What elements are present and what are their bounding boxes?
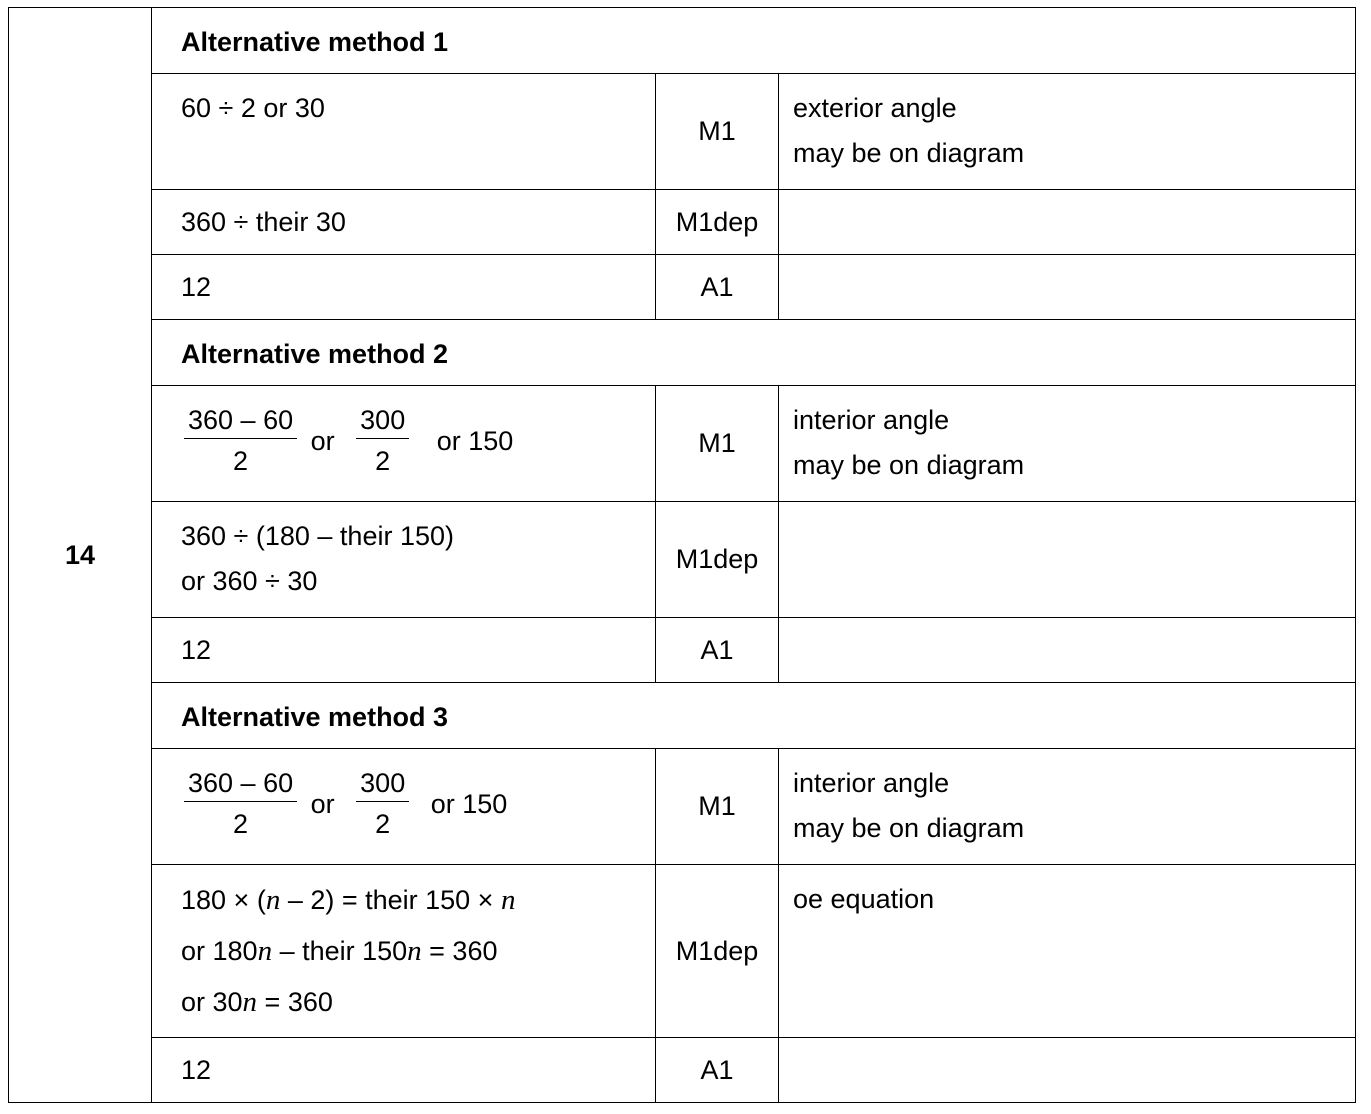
variable-n: n (500, 884, 516, 916)
eq-text: = 360 (421, 935, 498, 966)
comment-line: interior angle (793, 768, 950, 798)
comment-line: may be on diagram (793, 813, 1025, 844)
mark-cell: M1 (656, 386, 779, 502)
comment-cell (779, 1038, 1356, 1103)
answer-cell (152, 74, 656, 190)
method-heading: Alternative method 3 (152, 683, 1356, 749)
fraction-denominator: 2 (233, 809, 249, 840)
fraction-numerator: 360 – 60 (184, 404, 297, 439)
mark-cell: M1 (656, 749, 779, 865)
answer-cell (152, 749, 656, 865)
fraction-denominator: 2 (233, 446, 249, 477)
answer-cell (152, 386, 656, 502)
answer-cell (152, 865, 656, 1038)
fraction (356, 767, 409, 841)
method-heading: Alternative method 2 (152, 320, 1356, 386)
fraction-denominator: 2 (375, 446, 391, 477)
fraction (184, 767, 297, 841)
fraction (356, 404, 409, 478)
or-text: or (310, 788, 335, 819)
mark-cell: A1 (656, 255, 779, 320)
comment-cell (779, 865, 1356, 1038)
answer-cell (152, 255, 656, 320)
answer-line: 60 ÷ 2 or 30 (181, 93, 325, 123)
fraction-denominator: 2 (375, 809, 391, 840)
answer-line: 12 (181, 635, 212, 665)
variable-n: n (265, 884, 281, 916)
or-text: or (310, 425, 335, 456)
eq-text: or 30 (181, 986, 243, 1017)
comment-line: may be on diagram (793, 138, 1025, 169)
comment-cell (779, 74, 1356, 190)
mark-cell: M1 (656, 74, 779, 190)
answer-line: 12 (181, 1055, 212, 1085)
comment-cell (779, 749, 1356, 865)
answer-cell (152, 190, 656, 255)
comment-line: may be on diagram (793, 450, 1025, 481)
answer-cell (152, 618, 656, 683)
fraction-numerator: 300 (356, 767, 409, 802)
answer-line: 360 ÷ (180 – their 150) (181, 521, 454, 551)
comment-cell (779, 255, 1356, 320)
comment-line: exterior angle (793, 93, 957, 123)
eq-text: – 2) = their 150 × (280, 885, 501, 915)
comment-line: interior angle (793, 405, 950, 435)
eq-text: – their 150 (272, 935, 408, 966)
mark-cell: A1 (656, 1038, 779, 1103)
fraction-numerator: 300 (356, 404, 409, 439)
variable-n: n (407, 934, 422, 967)
variable-n: n (257, 934, 273, 967)
equation-line (181, 985, 655, 1020)
eq-text: or 180 (181, 935, 258, 966)
mark-cell: M1dep (656, 190, 779, 255)
question-number: 14 (9, 8, 152, 1103)
answer-tail: or 150 (436, 425, 514, 456)
answer-tail: or 150 (430, 788, 508, 819)
variable-n: n (242, 985, 258, 1018)
mark-scheme-table (8, 7, 1356, 1103)
method-heading: Alternative method 1 (152, 8, 1356, 74)
answer-line: 360 ÷ their 30 (181, 207, 346, 237)
mark-cell: M1dep (656, 865, 779, 1038)
answer-line: 12 (181, 272, 212, 302)
comment-cell (779, 386, 1356, 502)
comment-line: oe equation (793, 884, 935, 914)
answer-cell (152, 502, 656, 618)
comment-cell (779, 618, 1356, 683)
equation-line (181, 883, 655, 918)
mark-cell: A1 (656, 618, 779, 683)
answer-line: or 360 ÷ 30 (181, 566, 318, 597)
fraction-numerator: 360 – 60 (184, 767, 297, 802)
comment-cell (779, 502, 1356, 618)
eq-text: 180 × ( (181, 885, 266, 915)
equation-line (181, 934, 655, 969)
fraction (184, 404, 297, 478)
eq-text: = 360 (257, 986, 333, 1017)
mark-cell: M1dep (656, 502, 779, 618)
answer-cell (152, 1038, 656, 1103)
comment-cell (779, 190, 1356, 255)
